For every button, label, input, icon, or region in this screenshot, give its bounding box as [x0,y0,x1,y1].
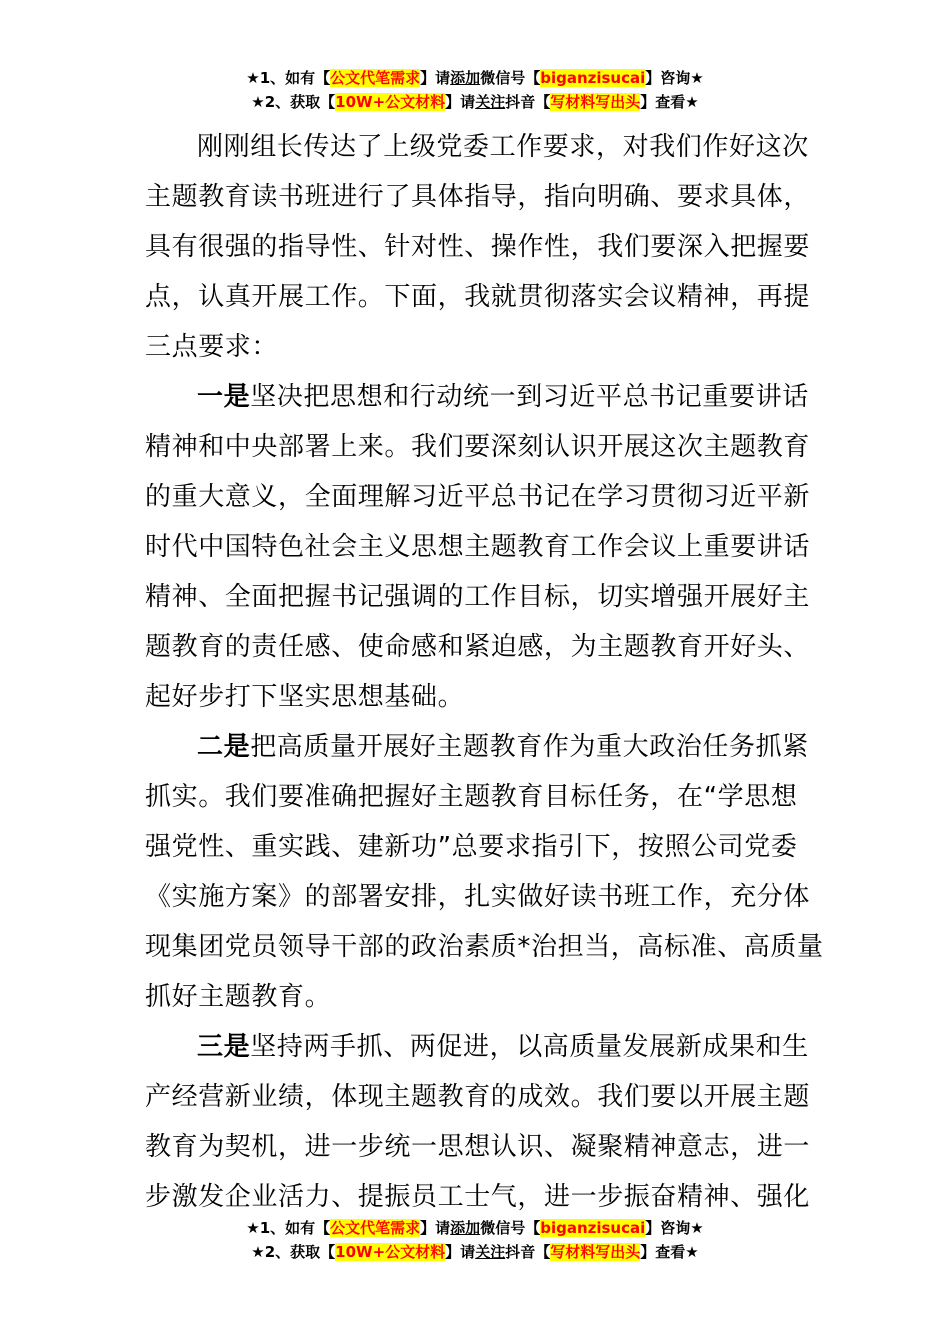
wechat-id: biganzisucai [540,1219,646,1237]
text-line: 抓实。我们要准确把握好主题教育目标任务，在“学思想 [145,782,798,812]
text-line: 题教育的责任感、使命感和紧迫感，为主题教育开好头、 [145,632,811,662]
star-icon: ★ [685,93,699,111]
text-line: 的重大意义，全面理解习近平总书记在学习贯彻习近平新 [145,482,811,512]
point-lead: 二是 [197,732,251,762]
paragraph-point-one [145,372,811,722]
text-line: 起好步打下坚实思想基础。 [145,682,465,712]
text-line: 精神、全面把握书记强调的工作目标，切实增强开展好主 [145,582,811,612]
underlined-text: 添加 [450,1219,481,1237]
star-icon: ★ [690,69,704,87]
wechat-id: biganzisucai [540,69,646,87]
douyin-account: 写材料写出头 [550,1243,641,1261]
promo-line-2: ★2、获取【10W+公文材料】请关注抖音【写材料写出头】查看★ [251,93,699,111]
star-icon: ★ [246,69,260,87]
star-icon: ★ [251,93,265,111]
underlined-text: 关注 [475,93,506,111]
promo-line-1: ★1、如有【公文代笔需求】请添加微信号【biganzisucai】咨询★ [246,69,704,87]
promo-banner-bottom [0,1216,950,1264]
text-line: 抓好主题教育。 [145,982,332,1012]
paragraph-point-two [145,722,824,1022]
highlight-text: 公文代笔需求 [330,1219,421,1237]
star-icon: ★ [246,1219,260,1237]
highlight-text: 10W+公文材料 [335,93,446,111]
text-line: 一是坚决把思想和行动统一到习近平总书记重要讲话 [197,382,809,412]
text-line: 步激发企业活力、提振员工士气，进一步振奋精神、强化 [145,1182,811,1212]
text-line: 二是把高质量开展好主题教育作为重大政治任务抓紧 [197,732,809,762]
highlight-text: 公文代笔需求 [330,69,421,87]
highlight-text: 10W+公文材料 [335,1243,446,1261]
promo-line-1: ★1、如有【公文代笔需求】请添加微信号【biganzisucai】咨询★ [246,1219,704,1237]
text-line: 时代中国特色社会主义思想主题教育工作会议上重要讲话 [145,532,811,562]
point-lead: 一是 [197,382,251,412]
text-line: 《实施方案》的部署安排，扎实做好读书班工作，充分体 [145,882,811,912]
underlined-text: 关注 [475,1243,506,1261]
paragraph-point-three [145,1022,811,1222]
text-line: 三点要求： [145,332,279,362]
douyin-account: 写材料写出头 [550,93,641,111]
text-line: 点，认真开展工作。下面，我就贯彻落实会议精神，再提 [145,282,811,312]
text-line: 精神和中央部署上来。我们要深刻认识开展这次主题教育 [145,432,811,462]
underlined-text: 添加 [450,69,481,87]
text-line: 强党性、重实践、建新功”总要求指引下，按照公司党委 [145,832,798,862]
star-icon: ★ [685,1243,699,1261]
text-line: 现集团党员领导干部的政治素质*治担当，高标准、高质量 [145,932,824,962]
text-line: 产经营新业绩，体现主题教育的成效。我们要以开展主题 [145,1082,811,1112]
star-icon: ★ [690,1219,704,1237]
text-line: 主题教育读书班进行了具体指导，指向明确、要求具体， [145,182,811,212]
text-line: 具有很强的指导性、针对性、操作性，我们要深入把握要 [145,232,811,262]
promo-line-2: ★2、获取【10W+公文材料】请关注抖音【写材料写出头】查看★ [251,1243,699,1261]
document-body [145,122,824,1222]
text-line: 三是坚持两手抓、两促进，以高质量发展新成果和生 [197,1032,809,1062]
paragraph-intro [145,122,811,372]
point-lead: 三是 [197,1032,251,1062]
text-line: 教育为契机，进一步统一思想认识、凝聚精神意志，进一 [145,1132,811,1162]
text-line: 刚刚组长传达了上级党委工作要求，对我们作好这次 [197,132,809,162]
promo-banner-top [0,66,950,114]
star-icon: ★ [251,1243,265,1261]
